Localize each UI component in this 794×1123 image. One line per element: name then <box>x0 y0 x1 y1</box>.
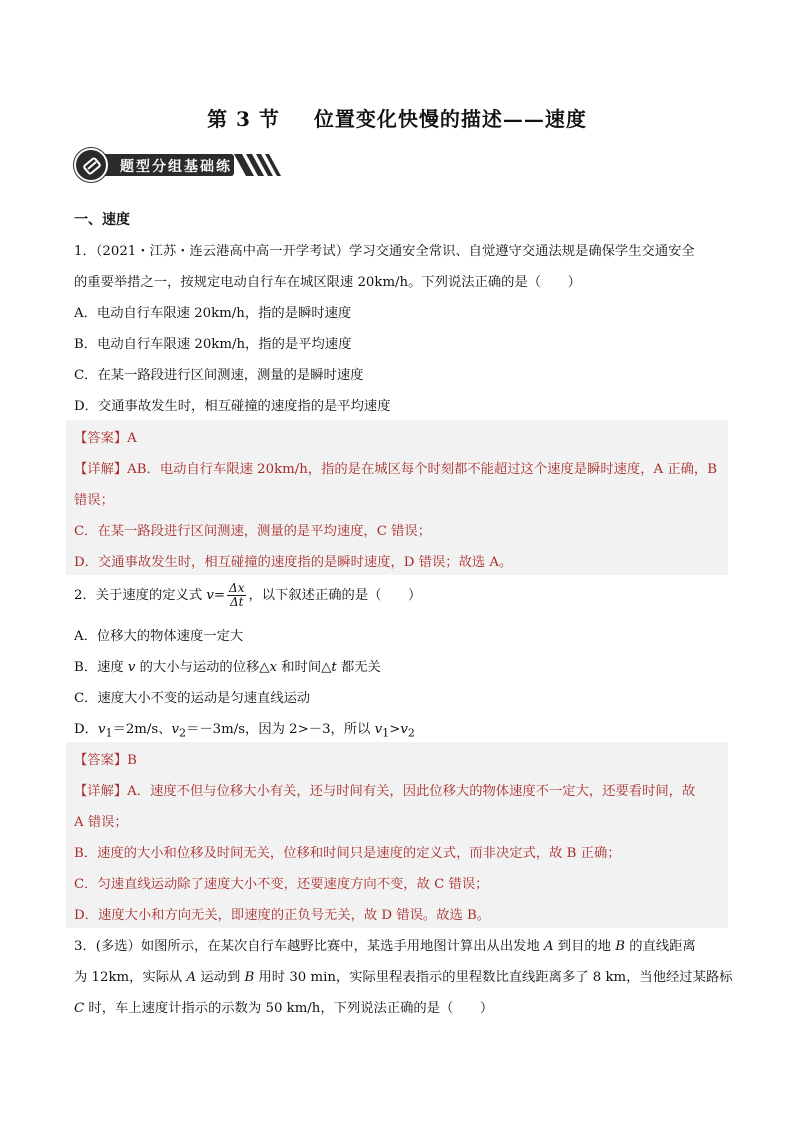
q1-option-b: B．电动自行车限速 20km/h，指的是平均速度 <box>74 337 352 352</box>
q1-option-d: D．交通事故发生时，相互碰撞的速度指的是平均速度 <box>74 399 391 414</box>
banner-badge <box>74 148 108 182</box>
q1-stem-line1: 1．（2021・江苏・连云港高中高一开学考试）学习交通安全常识、自觉遵守交通法规是确保学生交通安全 <box>74 244 695 259</box>
q3-stem-line1: 3．(多选）如图所示，在某次自行车越野比赛中，某选手用地图计算出从出发地 A 到目的地 B 的直线距离 <box>74 939 696 954</box>
q2-option-c: C．速度大小不变的运动是匀速直线运动 <box>74 691 311 706</box>
q2-detail-line3: B．速度的大小和位移及时间无关，位移和时间只是速度的定义式，而非决定式，故 B 正确； <box>74 846 621 861</box>
q1-detail-line4: D．交通事故发生时，相互碰撞的速度指的是瞬时速度，D 错误；故选 A。 <box>74 555 513 570</box>
section-heading: 一、速度 <box>74 212 130 228</box>
q2-detail-line2: A 错误； <box>74 815 128 830</box>
q1-stem-line2: 的重要举措之一，按规定电动自行车在城区限速 20km/h。下列说法正确的是（ ） <box>74 275 581 290</box>
q1-detail-line1: 【详解】AB．电动自行车限速 20km/h，指的是在城区每个时刻都不能超过这个速度是瞬时速度，A 正确，B <box>74 462 718 477</box>
pencil-book-icon <box>82 156 102 176</box>
q3-stem-line3: C 时，车上速度计指示的示数为 50 km/h，下列说法正确的是（ ） <box>74 1001 494 1016</box>
banner-label: 题型分组基础练 <box>120 159 232 175</box>
q2-stem: 2．关于速度的定义式 v= $\frac{\Delta x}{\Delta t}$ ，以下叙述正确的是（ ） <box>74 581 422 609</box>
page-title <box>0 103 794 132</box>
q2-option-a: A．位移大的物体速度一定大 <box>74 629 244 644</box>
q2-detail-line1: 【详解】A．速度不但与位移大小有关，还与时间有关，因此位移大的物体速度不一定大，还要看时间，故 <box>74 784 696 799</box>
q2-detail-line4: C．匀速直线运动除了速度大小不变，还要速度方向不变，故 C 错误； <box>74 877 489 892</box>
velocity-fraction: $\frac{\Delta x}{\Delta t}$ <box>229 581 245 609</box>
banner-bar <box>86 154 234 176</box>
q1-option-a: A．电动自行车限速 20km/h，指的是瞬时速度 <box>74 306 352 321</box>
q2-answer: 【答案】B <box>74 753 137 768</box>
q3-stem-line2: 为 12km，实际从 A 运动到 B 用时 30 min，实际里程表指示的里程数比直线距离多了 8 km，当他经过某路标 <box>74 970 733 985</box>
q2-detail-line5: D．速度大小和方向无关，即速度的正负号无关，故 D 错误。故选 B。 <box>74 908 491 923</box>
section-banner <box>74 148 284 182</box>
banner-stripes <box>234 154 284 176</box>
q2-answer-block <box>66 742 728 928</box>
q1-detail-line2: 错误； <box>74 493 114 508</box>
title-section-number: 第 3 节 <box>207 107 280 131</box>
q2-option-d: D．$v_1=2m/s$、$v_2=-3m/s$，因为 2>－3，所以 $v_1>v_2$ <box>74 722 415 740</box>
title-text: 位置变化快慢的描述——速度 <box>313 107 587 131</box>
q1-detail-line3: C．在某一路段进行区间测速，测量的是平均速度，C 错误； <box>74 524 431 539</box>
q1-option-c: C．在某一路段进行区间测速，测量的是瞬时速度 <box>74 368 364 383</box>
q2-option-b: B．速度 v 的大小与运动的位移△x 和时间△t 都无关 <box>74 660 381 675</box>
q1-answer: 【答案】A <box>74 431 137 446</box>
